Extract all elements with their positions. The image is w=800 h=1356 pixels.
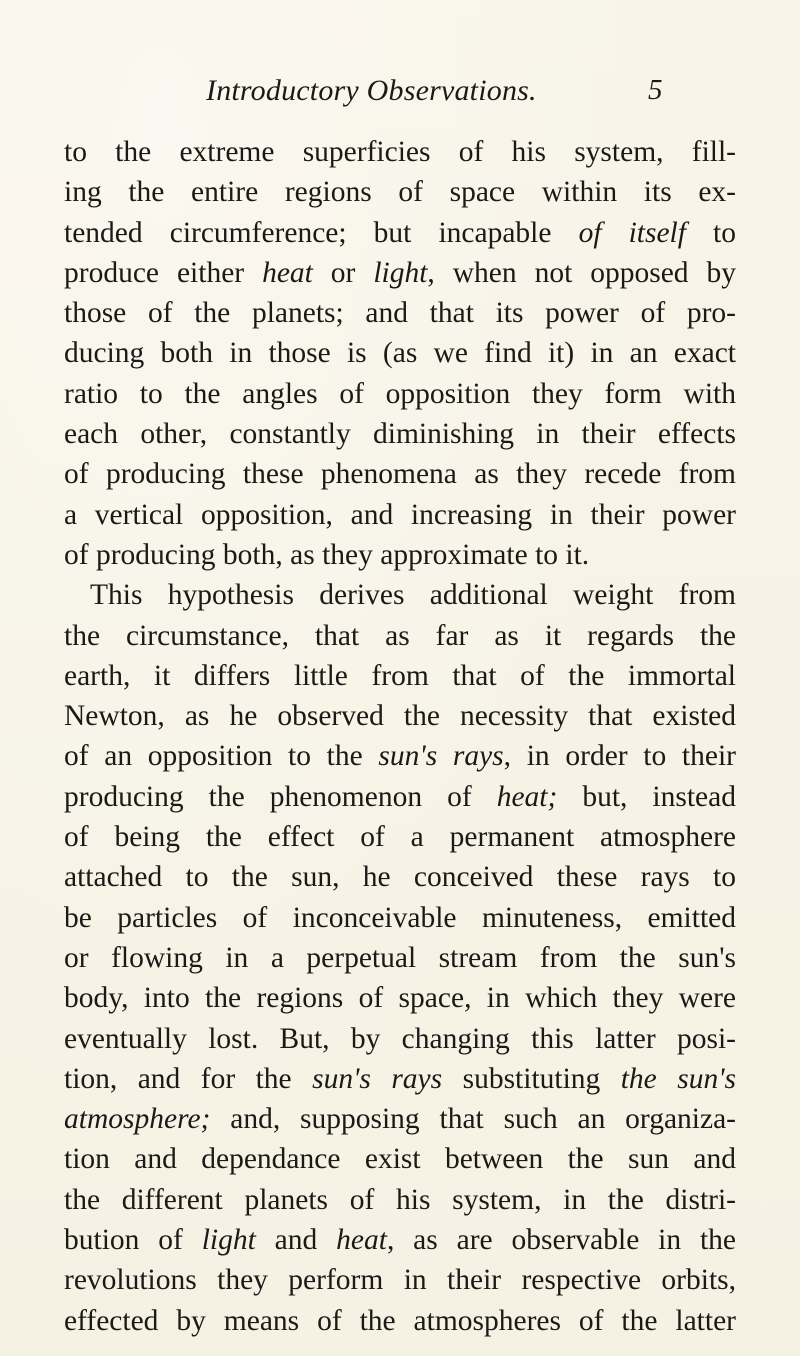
text-line: of an opposition to the sun's rays, in order to their (64, 740, 736, 773)
text-line: ratio to the angles of opposition they form with (64, 377, 736, 410)
text-line: of being the effect of a permanent atmosphere (64, 821, 736, 854)
text-line: earth, it differs little from that of the immortal (64, 659, 736, 692)
text-line: revolutions they perform in their respective orbits, (64, 1264, 736, 1297)
text-line: each other, constantly diminishing in their effects (64, 418, 736, 451)
running-head (0, 74, 800, 114)
text-line: attached to the sun, he conceived these rays to (64, 861, 736, 894)
text-line: effected by means of the atmospheres of the latter (64, 1304, 736, 1337)
text-line: atmosphere; and, supposing that such an organiza- (64, 1103, 736, 1136)
text-line: be particles of inconceivable minuteness, emitted (64, 901, 736, 934)
text-line: bution of light and heat, as are observable in the (64, 1224, 736, 1257)
page-number: 5 (648, 74, 663, 106)
text-line: This hypothesis derives additional weight from (90, 579, 736, 612)
text-line: the circumstance, that as far as it regards the (64, 619, 736, 652)
text-line: produce either heat or light, when not opposed by (64, 256, 736, 289)
text-line: of producing these phenomena as they recede from (64, 458, 736, 491)
text-line: to the extreme superficies of his system, fill- (64, 136, 736, 168)
text-line: Newton, as he observed the necessity that existed (64, 700, 736, 733)
text-line: or flowing in a perpetual stream from the sun's (64, 941, 736, 974)
text-line: ducing both in those is (as we find it) in an exact (64, 337, 736, 370)
text-line: body, into the regions of space, in which they were (64, 982, 736, 1015)
text-line: ing the entire regions of space within its ex- (64, 176, 736, 209)
running-title: Introductory Observations. (206, 74, 537, 107)
text-line: of producing both, as they approximate to it. (64, 538, 590, 571)
text-line: the different planets of his system, in the distri- (64, 1183, 736, 1216)
text-line: eventually lost. But, by changing this latter posi- (64, 1022, 736, 1055)
text-line: producing the phenomenon of heat; but, instead (64, 780, 736, 813)
body-text (64, 132, 736, 1341)
text-line: a vertical opposition, and increasing in their power (64, 498, 736, 531)
text-line: tion and dependance exist between the sun and (64, 1143, 736, 1176)
text-line: tion, and for the sun's rays substituting the sun's (64, 1062, 736, 1095)
text-line: those of the planets; and that its power of pro- (64, 297, 736, 330)
text-line: tended circumference; but incapable of itself to (64, 216, 736, 249)
